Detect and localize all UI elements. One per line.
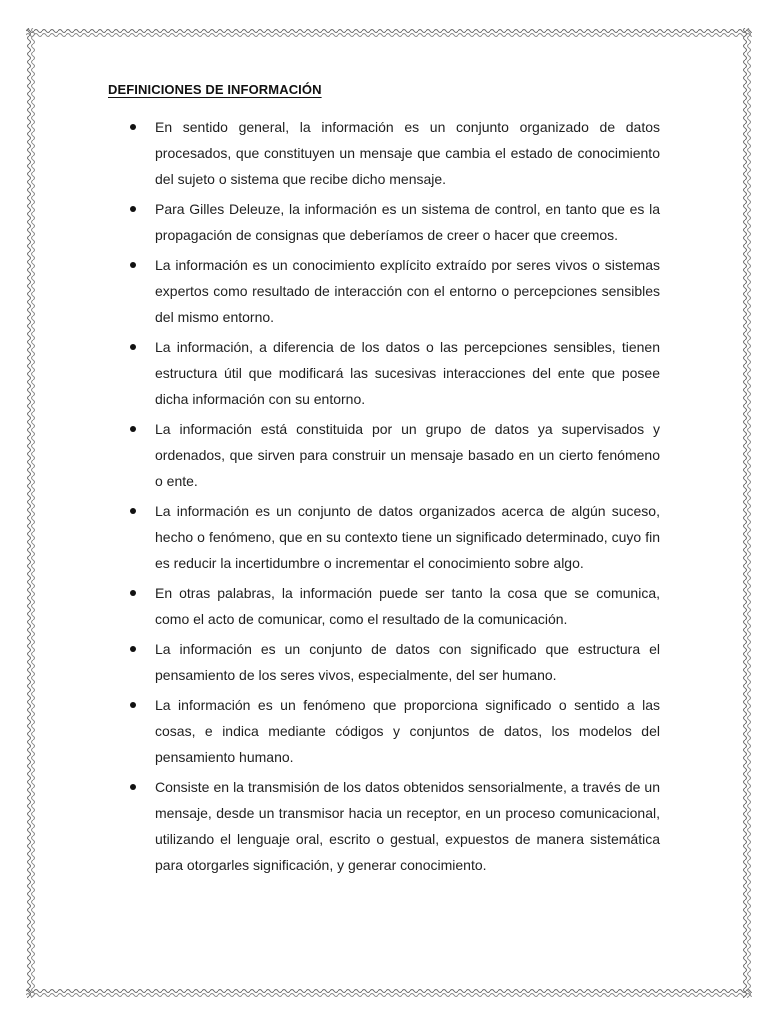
list-item-text: Consiste en la transmisión de los datos obtenidos sensorialmente, a través de un mensaje, desde un transmisor hacia un receptor, en un proceso comunicacional, utilizando el lenguaje oral, escrito o gestual, expuestos de manera sistemática para otorgarles significación, y generar conocimiento. (155, 779, 660, 873)
bullet-icon (130, 206, 136, 212)
bullet-icon (130, 262, 136, 268)
list-item-text: Para Gilles Deleuze, la información es un sistema de control, en tanto que es la propagación de consignas que deberíamos de creer o hacer que creemos. (155, 201, 660, 243)
decorative-border-bottom (26, 988, 752, 998)
decorative-border-right (742, 28, 752, 998)
bullet-icon (130, 508, 136, 514)
bullet-icon (130, 702, 136, 708)
list-item (108, 114, 660, 192)
list-item-text: La información, a diferencia de los datos o las percepciones sensibles, tienen estructura útil que modificará las sucesivas interacciones del ente que posee dicha información con su entorno. (155, 339, 660, 407)
list-item (108, 636, 660, 688)
list-item-text: La información es un fenómeno que proporciona significado o sentido a las cosas, e indica mediante códigos y conjuntos de datos, los modelos del pensamiento humano. (155, 697, 660, 765)
bullet-icon (130, 124, 136, 130)
page-title: DEFINICIONES DE INFORMACIÓN (108, 82, 322, 97)
document-body (108, 82, 660, 882)
list-item-text: La información es un conocimiento explícito extraído por seres vivos o sistemas expertos como resultado de interacción con el entorno o percepciones sensibles del mismo entorno. (155, 257, 660, 325)
list-item-text: En sentido general, la información es un conjunto organizado de datos procesados, que constituyen un mensaje que cambia el estado de conocimiento del sujeto o sistema que recibe dicho mensaje. (155, 119, 660, 187)
bullet-icon (130, 426, 136, 432)
bullet-icon (130, 784, 136, 790)
list-item (108, 416, 660, 494)
decorative-border-top (26, 28, 752, 38)
list-item (108, 334, 660, 412)
list-item-text: La información es un conjunto de datos con significado que estructura el pensamiento de los seres vivos, especialmente, del ser humano. (155, 641, 660, 683)
bullet-icon (130, 590, 136, 596)
bullet-icon (130, 646, 136, 652)
list-item-text: La información es un conjunto de datos organizados acerca de algún suceso, hecho o fenómeno, que en su contexto tiene un significado determinado, cuyo fin es reducir la incertidumbre o incrementar el conocimiento sobre algo. (155, 503, 660, 571)
list-item-text: La información está constituida por un grupo de datos ya supervisados y ordenados, que sirven para construir un mensaje basado en un cierto fenómeno o ente. (155, 421, 660, 489)
bullet-icon (130, 344, 136, 350)
list-item (108, 774, 660, 878)
list-item (108, 196, 660, 248)
decorative-border-left (26, 28, 36, 998)
list-item (108, 580, 660, 632)
list-item (108, 252, 660, 330)
list-item-text: En otras palabras, la información puede ser tanto la cosa que se comunica, como el acto de comunicar, como el resultado de la comunicación. (155, 585, 660, 627)
list-item (108, 692, 660, 770)
list-item (108, 498, 660, 576)
definition-list (108, 114, 660, 878)
